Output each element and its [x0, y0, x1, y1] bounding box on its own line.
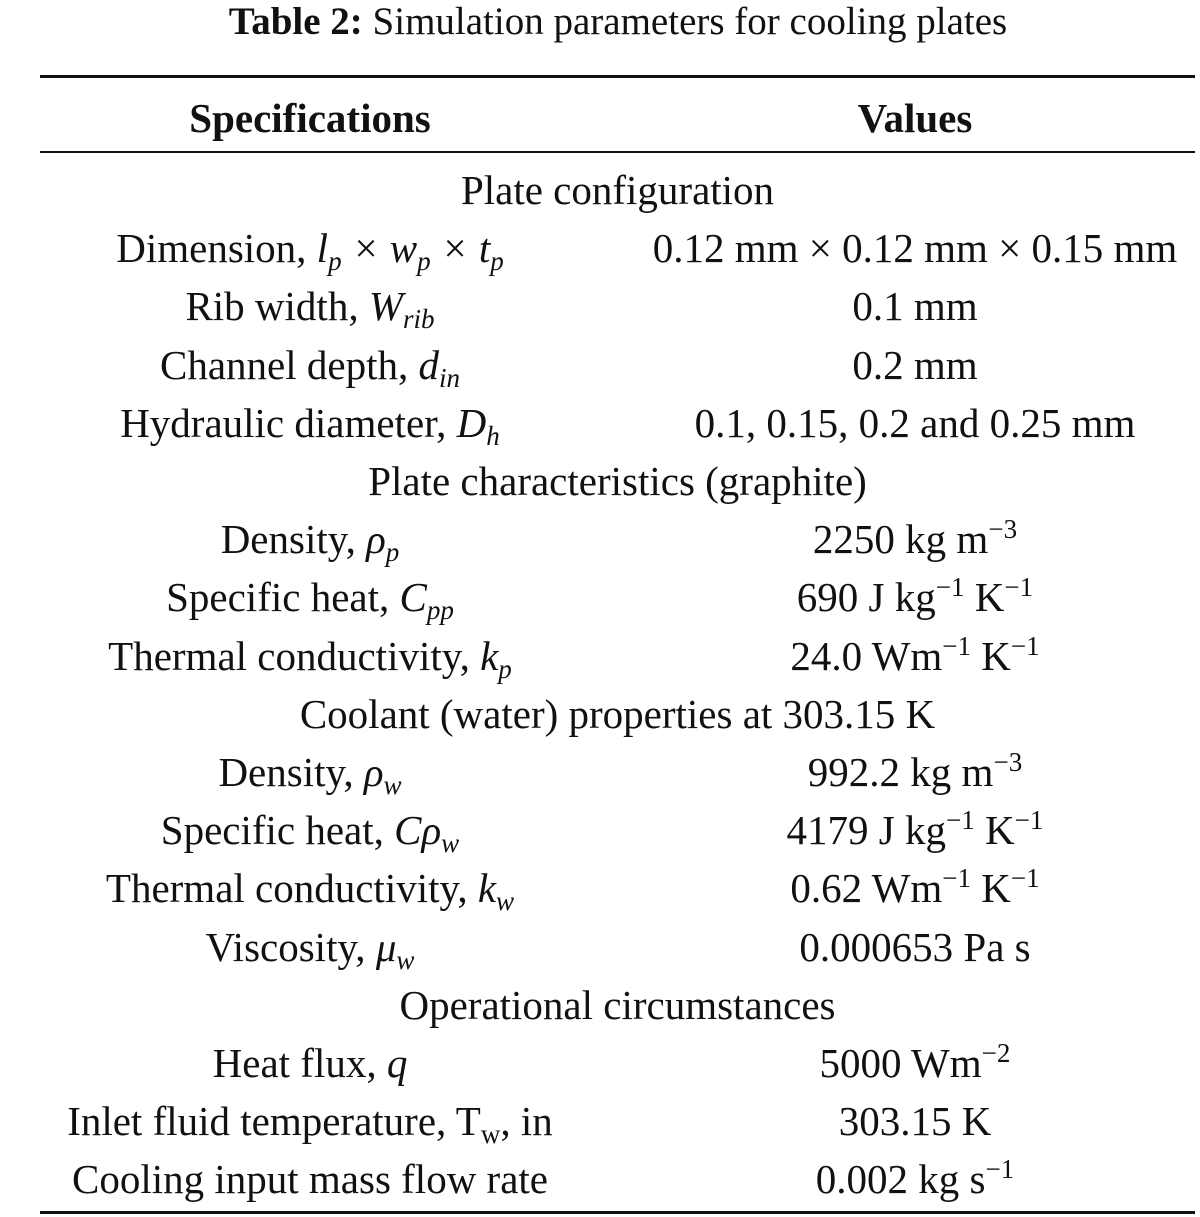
- value-text: 2250 kg m: [812, 516, 989, 563]
- group-heading: Coolant (water) properties at 303.15 K: [299, 690, 936, 737]
- math-subscript: w: [496, 886, 515, 917]
- math-symbol: [456, 399, 500, 451]
- value-cell: [630, 394, 1200, 452]
- math-symbol: [394, 807, 460, 859]
- math-symbol: [363, 749, 402, 801]
- math-base: l: [316, 225, 329, 272]
- value-superscript: −1: [1014, 805, 1044, 836]
- spec-cell: [40, 1092, 580, 1150]
- value-superscript: −1: [1004, 572, 1034, 603]
- spec-label-rest: , in: [500, 1098, 553, 1145]
- math-symbol: [366, 516, 400, 568]
- math-base: k: [477, 865, 497, 912]
- math-symbol: [477, 865, 515, 917]
- value-cell: [630, 801, 1200, 859]
- value-text-rest: K: [964, 574, 1005, 621]
- value-cell: [630, 219, 1200, 277]
- math-base: q: [386, 1040, 408, 1086]
- spec-cell: [40, 801, 580, 859]
- math-symbol: [316, 225, 504, 277]
- value-superscript: −1: [1010, 863, 1040, 894]
- value-superscript: −2: [981, 1038, 1011, 1069]
- header-values: Values: [857, 95, 973, 141]
- value-superscript: −1: [946, 805, 975, 836]
- math-subscript: w: [396, 944, 415, 975]
- math-base: W: [368, 283, 403, 330]
- value-text: 303.15 K: [838, 1098, 992, 1145]
- spec-subscript: w: [480, 1119, 501, 1150]
- math-symbol: [480, 632, 512, 684]
- math-subscript: p: [385, 537, 400, 568]
- math-subscript: pp: [426, 595, 454, 626]
- value-cell: [630, 277, 1200, 335]
- spec-label: Density,: [220, 516, 367, 563]
- value-text: 992.2 kg m: [807, 749, 994, 795]
- value-text: 690 J kg: [796, 574, 936, 621]
- value-text: 0.1, 0.15, 0.2 and 0.25 mm: [694, 399, 1136, 446]
- spec-cell: [40, 627, 580, 685]
- spec-label: Density,: [218, 749, 364, 795]
- spec-label: Cooling input mass flow rate: [71, 1156, 548, 1203]
- spec-label: Thermal conductivity,: [105, 865, 478, 912]
- spec-label: Dimension,: [116, 225, 317, 272]
- math-subscript: p: [417, 246, 431, 277]
- group-heading: Operational circumstances: [399, 981, 836, 1028]
- spec-cell: [40, 277, 580, 335]
- top-rule: [40, 75, 1195, 78]
- math-base: ρ: [363, 749, 384, 795]
- spec-cell: [40, 1150, 580, 1208]
- value-cell: [630, 510, 1200, 568]
- value-cell: [630, 1150, 1200, 1208]
- value-cell: [630, 336, 1200, 394]
- value-cell: [630, 743, 1200, 801]
- value-text: 0.12 mm × 0.12 mm × 0.15 mm: [652, 225, 1178, 272]
- caption-label: Table 2:: [228, 0, 363, 43]
- math-subscript: p: [490, 246, 504, 277]
- math-base: d: [418, 341, 439, 388]
- math-subscript: h: [486, 420, 500, 451]
- math-symbol: [399, 574, 454, 626]
- value-cell: [630, 1034, 1200, 1092]
- table-caption: [0, 0, 1200, 44]
- value-text: 0.62 Wm: [790, 865, 943, 912]
- math-base: × w: [341, 225, 418, 272]
- value-cell: [630, 627, 1200, 685]
- value-text: 24.0 Wm: [790, 632, 943, 679]
- spec-cell: [40, 394, 580, 452]
- spec-label: Inlet fluid temperature, T: [67, 1098, 481, 1145]
- value-text: 0.1 mm: [852, 283, 978, 330]
- math-subscript: in: [438, 362, 461, 393]
- math-base: C: [399, 574, 427, 621]
- value-text-rest: K: [974, 807, 1015, 854]
- group-heading: Plate configuration: [460, 167, 775, 213]
- math-base: μ: [375, 923, 397, 970]
- value-superscript: −1: [985, 1154, 1015, 1185]
- header-specifications: Specifications: [189, 95, 431, 141]
- value-superscript: −1: [935, 572, 965, 603]
- spec-label: Hydraulic diameter,: [120, 399, 457, 446]
- value-text-rest: K: [971, 632, 1011, 679]
- spec-cell: [40, 219, 580, 277]
- group-heading: Plate characteristics (graphite): [368, 458, 867, 504]
- value-text: 5000 Wm: [819, 1040, 982, 1086]
- spec-label: Channel depth,: [159, 341, 419, 388]
- spec-label: Viscosity,: [205, 923, 376, 970]
- value-text: 0.000653 Pa s: [799, 923, 1031, 970]
- spec-cell: [40, 510, 580, 568]
- math-symbol: [375, 923, 415, 975]
- spec-label: Rib width,: [185, 283, 369, 330]
- value-text: 0.002 kg s: [815, 1156, 986, 1203]
- value-cell: [630, 1092, 1200, 1150]
- value-superscript: −3: [993, 747, 1023, 778]
- math-base: D: [456, 399, 487, 446]
- spec-cell: [40, 1034, 580, 1092]
- spec-cell: [40, 743, 580, 801]
- value-cell: [630, 568, 1200, 626]
- math-base: × t: [430, 225, 491, 272]
- bottom-rule: [40, 1211, 1195, 1214]
- math-base: Cρ: [394, 807, 442, 854]
- math-symbol: [387, 1040, 408, 1086]
- value-text-rest: K: [971, 865, 1011, 912]
- value-superscript: −1: [1010, 630, 1040, 661]
- spec-label: Thermal conductivity,: [108, 632, 481, 679]
- math-subscript: p: [328, 246, 342, 277]
- value-text: 0.2 mm: [852, 341, 978, 388]
- math-symbol: [368, 283, 435, 335]
- spec-cell: [40, 859, 580, 917]
- spec-cell: [40, 568, 580, 626]
- math-subscript: p: [498, 653, 512, 684]
- math-subscript: w: [441, 828, 460, 859]
- spec-label: Heat flux,: [212, 1040, 387, 1086]
- math-symbol: [418, 341, 461, 393]
- header-rule: [40, 151, 1195, 153]
- spec-cell: [40, 918, 580, 976]
- math-subscript: rib: [402, 304, 435, 335]
- spec-cell: [40, 336, 580, 394]
- math-base: ρ: [366, 516, 386, 563]
- value-text: 4179 J kg: [786, 807, 947, 854]
- value-cell: [630, 859, 1200, 917]
- value-superscript: −1: [942, 863, 971, 894]
- caption-text: Simulation parameters for cooling plates: [372, 0, 1008, 43]
- value-cell: [630, 918, 1200, 976]
- math-base: k: [480, 632, 499, 679]
- value-superscript: −3: [988, 514, 1018, 545]
- spec-label: Specific heat,: [160, 807, 395, 854]
- value-superscript: −1: [942, 630, 971, 661]
- spec-label: Specific heat,: [166, 574, 400, 621]
- math-subscript: w: [383, 770, 402, 801]
